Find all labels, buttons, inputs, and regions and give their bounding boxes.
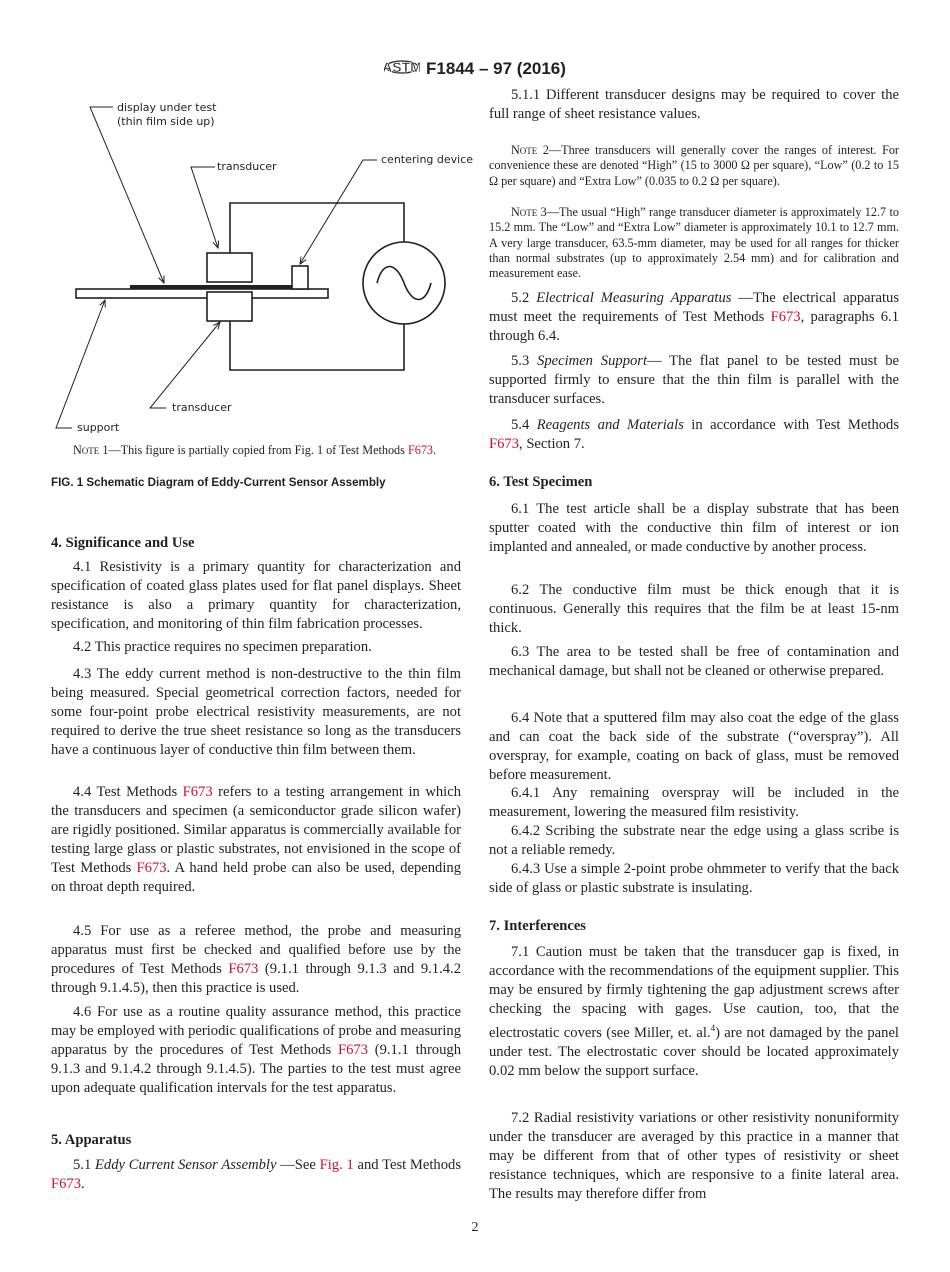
label-centering-device: centering device (381, 153, 474, 166)
note-2 (489, 143, 899, 189)
text-run: 5.2 (511, 290, 537, 306)
note-3 (489, 205, 899, 281)
text-run: 4.3 The eddy current method is non-destructive to the thin film being measured. Special geometrical correction factors, needed for some four-point probe electrical resistivity measurements, are not required to derive the true sheet resistance so long as the transducers have a continuous layer of conductive thin film between them. (51, 666, 461, 758)
leader-transducer-top (191, 167, 218, 248)
transducer-top (207, 253, 252, 282)
para-5-1-1 (489, 86, 899, 124)
para-4-2 (51, 638, 461, 657)
text-run: 6.4.3 Use a simple 2-point probe ohmmeter to verify that the back side of glass or plastic substrate is insulating. (489, 861, 899, 896)
text-run: Note (511, 143, 538, 157)
text-run: —See (276, 1157, 320, 1173)
text-run: 6.4 Note that a sputtered film may also coat the edge of the glass and can coat the back side of the substrate (“overspray”). All overspray, for example, coating on back of glass, must be removed before measurement. (489, 710, 899, 783)
text-run: 6.3 The area to be tested shall be free of contamination and mechanical damage, but shall not be cleaned or otherwise prepared. (489, 644, 899, 679)
page-number: 2 (471, 1220, 479, 1235)
para-4-5 (51, 922, 461, 998)
leader-transducer-bottom (150, 322, 220, 408)
text-run: 3—The usual “High” range transducer diameter is approximately 12.7 to 15.2 mm. The “Low” and “Extra Low” diameter is approximately 10.1 to 12.7 mm. A very large transducer, 63.5-mm diameter, may be used for all ranges for thicker than normal substrates (up to approximately 2.54 mm) and for calibration and measurement ease. (489, 205, 899, 281)
footnote-ref: 4 (710, 1023, 716, 1033)
text-run: 7.1 Caution must be taken that the transducer gap is fixed, in accordance with the recommendations of the equipment supplier. This may be ensured by firmly tightening the gap adjustment screws after checking the spacing with gages. Use caution, too, that the electrostatic covers (see Miller, et. al. (489, 944, 899, 1041)
support-plate (76, 289, 328, 298)
label-transducer-top: transducer (217, 160, 277, 173)
para-7-2 (489, 1109, 899, 1204)
para-6-1 (489, 500, 899, 557)
text-run: Note (73, 443, 100, 457)
text-run: 5.4 (511, 417, 537, 433)
label-support: support (77, 421, 120, 434)
text-run: 5.1.1 Different transducer designs may be required to cover the full range of sheet resistance values. (489, 87, 899, 122)
reference-link[interactable]: Fig. 1 (319, 1157, 354, 1173)
section-heading-4: 4. Significance and Use (51, 535, 195, 551)
text-run: and Test Methods (353, 1157, 461, 1173)
label-display-under-test: display under test (thin film side up) (117, 101, 217, 128)
para-6-3 (489, 643, 899, 681)
thin-film (130, 285, 292, 289)
para-6-4-3 (489, 860, 899, 898)
para-5-2 (489, 289, 899, 346)
text-run: in accordance with Test Methods (683, 417, 900, 433)
text-run: . A hand held probe can also be used, depending on throat depth required. (51, 860, 462, 895)
text-run: 4.2 This practice requires no specimen preparation. (73, 639, 372, 655)
para-4-4 (51, 783, 461, 897)
leader-centering (300, 160, 377, 264)
para-5-3 (489, 352, 899, 409)
para-6-4 (489, 709, 899, 785)
text-run: 6.4.1 Any remaining overspray will be included in the measurement, lowering the measured film resistivity. (489, 785, 899, 820)
text-run: 5.3 (511, 353, 538, 369)
reference-link[interactable]: F673 (489, 436, 520, 452)
reference-link[interactable]: F673 (228, 961, 259, 977)
text-run: 4.4 Test Methods (73, 784, 183, 800)
text-run: Eddy Current Sensor Assembly (94, 1157, 277, 1173)
text-run: refers to a testing arrangement in which the transducers and specimen (a semiconductor grade silicon wafer) are rigidly positioned. Similar apparatus is commercially available for testing large glass or plastic substrates, not envisioned in the scope of Test Methods (51, 784, 461, 876)
para-6-4-1 (489, 784, 899, 822)
text-run: 6.2 The conductive film must be thick enough that it is continuous. Generally this requires that the film be at least 15-nm thick. (489, 582, 899, 636)
text-run: 6.4.2 Scribing the substrate near the edge using a glass scribe is not a reliable remedy. (489, 823, 899, 858)
text-run: , paragraphs 6.1 through 6.4. (489, 309, 899, 344)
para-4-1 (51, 558, 461, 634)
circuit-wire-top (230, 203, 404, 253)
para-6-4-2 (489, 822, 899, 860)
section-heading-7: 7. Interferences (489, 918, 586, 934)
text-run: Electrical Measuring Apparatus (536, 290, 732, 306)
centering-device (292, 266, 308, 289)
svg-text:ASTM: ASTM (384, 59, 421, 75)
reference-link[interactable]: F673 (407, 443, 434, 457)
text-run: ) are not damaged by the panel under test. The electrostatic cover should be located approximately 0.02 mm below the support surface. (489, 1024, 899, 1079)
text-run: . (81, 1176, 85, 1192)
text-run: Note (511, 205, 538, 219)
text-run: — The flat panel to be tested must be supported firmly to ensure that the thin film is parallel with the transducer surfaces. (489, 353, 899, 407)
text-run: 7.2 Radial resistivity variations or other resistivity nonuniformity under the transducer are averaged by this practice in a manner that may be different from that of other types of resistivity or sheet resistance techniques, which are responsive to a finite lateral area. The results may therefore differ from (489, 1110, 899, 1202)
reference-link[interactable]: F673 (770, 309, 801, 325)
text-run: Reagents and Materials (536, 417, 684, 433)
text-run: 2—Three transducers will generally cover the ranges of interest. For convenience these are denoted “High” (15 to 3000 Ω per square), “Low” (0.2 to 15 Ω per square) and “Extra Low” (0.035 to 0.2 Ω per square). (489, 143, 899, 188)
note-1 (51, 443, 461, 458)
para-5-4 (489, 416, 899, 454)
leader-display (90, 107, 164, 283)
para-4-3 (51, 665, 461, 760)
text-run: 4.6 For use as a routine quality assurance method, this practice may be employed with periodic qualifications of probe and measuring apparatus by the procedures of Test Methods (51, 1004, 461, 1058)
section-heading-6: 6. Test Specimen (489, 474, 593, 490)
text-run: 4.5 For use as a referee method, the probe and measuring apparatus must first be checked and qualified before use by the procedures of Test Methods (51, 923, 461, 977)
circuit-wire-bottom (230, 321, 404, 370)
leader-support (56, 300, 105, 428)
para-4-6 (51, 1003, 461, 1098)
text-run: 5.1 (73, 1157, 95, 1173)
reference-link[interactable]: F673 (51, 1176, 82, 1192)
text-run: . (433, 443, 437, 457)
text-run: 1—This figure is partially copied from Fig. 1 of Test Methods (99, 443, 408, 457)
para-5-1 (51, 1156, 461, 1194)
text-run: (9.1.1 through 9.1.3 and 9.1.4.2 through 9.1.4.5). The parties to the test must agree upon adequate qualification intervals for the test apparatus. (51, 1042, 461, 1096)
figure-caption: FIG. 1 Schematic Diagram of Eddy-Current Sensor Assembly (51, 476, 386, 489)
text-run: (9.1.1 through 9.1.3 and 9.1.4.2 through 9.1.4.5), then this practice is used. (51, 961, 461, 996)
text-run: Specimen Support (537, 353, 648, 369)
reference-link[interactable]: F673 (337, 1042, 368, 1058)
designation: F1844 – 97 (2016) (426, 58, 566, 78)
reference-link[interactable]: F673 (136, 860, 167, 876)
para-7-1 (489, 943, 899, 1081)
text-run: —The electrical apparatus must meet the requirements of Test Methods (489, 290, 899, 325)
transducer-bottom (207, 292, 252, 321)
text-run: , Section 7. (519, 436, 585, 452)
label-transducer-bottom: transducer (172, 401, 232, 414)
section-heading-5: 5. Apparatus (51, 1132, 132, 1148)
text-run: 6.1 The test article shall be a display substrate that has been sputter coated with the conductive thin film of interest or ion implanted and annealed, or made conductive by another process. (489, 501, 899, 555)
text-run: 4.1 Resistivity is a primary quantity for characterization and specification of coated glass plates used for flat panel displays. Sheet resistance is also a primary quantity for characterization, specification, and monitoring of thin film fabrication processes. (51, 559, 461, 632)
reference-link[interactable]: F673 (182, 784, 213, 800)
para-6-2 (489, 581, 899, 638)
